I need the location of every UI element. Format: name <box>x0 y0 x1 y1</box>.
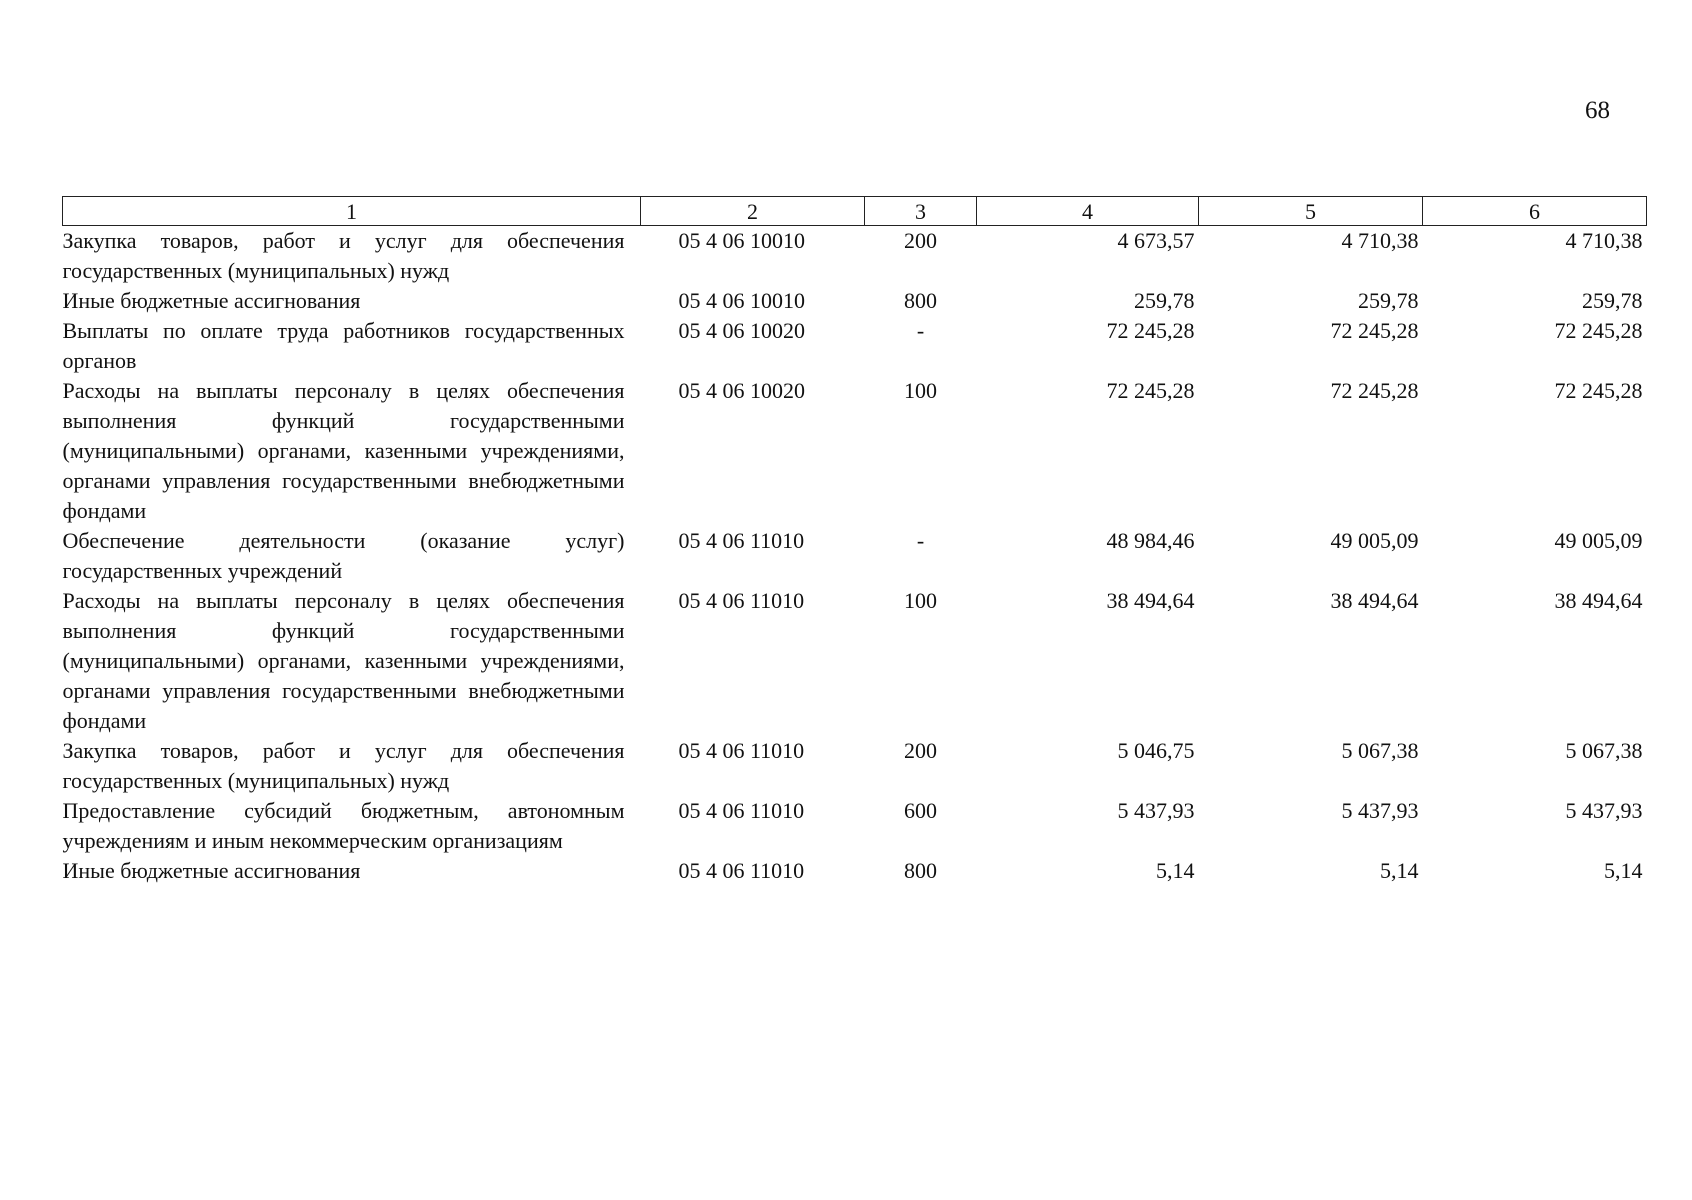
row-name: Выплаты по оплате труда работников государственных органов <box>62 318 625 373</box>
row-value-5: 259,78 <box>1358 288 1419 313</box>
row-code: 05 4 06 11010 <box>678 588 805 613</box>
row-name: Закупка товаров, работ и услуг для обеспечения государственных (муниципальных) нужд <box>62 738 625 793</box>
table-row <box>63 736 1647 796</box>
row-value-4: 48 984,46 <box>1106 528 1195 553</box>
header-col-3: 3 <box>865 197 977 226</box>
table-row <box>63 586 1647 736</box>
page-number: 68 <box>1585 97 1610 124</box>
row-code: 05 4 06 11010 <box>678 798 805 823</box>
row-code: 05 4 06 10010 <box>678 228 805 253</box>
row-value-6: 72 245,28 <box>1554 318 1643 343</box>
row-value-4: 4 673,57 <box>1117 228 1195 253</box>
row-value-6: 259,78 <box>1582 288 1643 313</box>
header-col-6: 6 <box>1423 197 1647 226</box>
row-name: Иные бюджетные ассигнования <box>62 858 361 883</box>
row-type: 800 <box>904 288 937 313</box>
row-type: 100 <box>904 378 937 403</box>
table-row <box>63 316 1647 376</box>
row-value-5: 49 005,09 <box>1330 528 1419 553</box>
row-code: 05 4 06 11010 <box>678 528 805 553</box>
header-col-5: 5 <box>1199 197 1423 226</box>
row-value-4: 5,14 <box>1156 858 1195 883</box>
table-row <box>63 856 1647 886</box>
table-row <box>63 796 1647 856</box>
row-code: 05 4 06 11010 <box>678 738 805 763</box>
row-name: Иные бюджетные ассигнования <box>62 288 361 313</box>
row-value-5: 38 494,64 <box>1330 588 1419 613</box>
row-type: 100 <box>904 588 937 613</box>
row-value-4: 5 437,93 <box>1117 798 1195 823</box>
row-value-6: 49 005,09 <box>1554 528 1643 553</box>
row-value-6: 5,14 <box>1604 858 1643 883</box>
row-name: Расходы на выплаты персоналу в целях обеспечения выполнения функций государственными (муниципальными) органами, казенными учреждениями, органами управления государственными внебюджетными фондами <box>62 588 625 733</box>
row-code: 05 4 06 11010 <box>678 858 805 883</box>
row-value-4: 72 245,28 <box>1106 318 1195 343</box>
row-code: 05 4 06 10010 <box>678 288 805 313</box>
row-code: 05 4 06 10020 <box>678 318 805 343</box>
row-value-6: 5 067,38 <box>1565 738 1643 763</box>
row-value-4: 5 046,75 <box>1117 738 1195 763</box>
table-body <box>63 226 1647 887</box>
row-value-6: 38 494,64 <box>1554 588 1643 613</box>
row-type: 600 <box>904 798 937 823</box>
row-name: Расходы на выплаты персоналу в целях обеспечения выполнения функций государственными (муниципальными) органами, казенными учреждениями, органами управления государственными внебюджетными фондами <box>62 378 625 523</box>
row-type: - <box>916 318 925 343</box>
header-row <box>63 197 1647 226</box>
table-row <box>63 286 1647 316</box>
row-value-6: 4 710,38 <box>1565 228 1643 253</box>
table-row <box>63 226 1647 287</box>
row-value-5: 5 067,38 <box>1341 738 1419 763</box>
row-value-4: 72 245,28 <box>1106 378 1195 403</box>
row-value-4: 259,78 <box>1134 288 1195 313</box>
row-type: 800 <box>904 858 937 883</box>
row-name: Предоставление субсидий бюджетным, автономным учреждениям и иным некоммерческим организациям <box>62 798 625 853</box>
row-value-5: 5 437,93 <box>1341 798 1419 823</box>
row-value-6: 5 437,93 <box>1565 798 1643 823</box>
row-name: Обеспечение деятельности (оказание услуг) государственных учреждений <box>62 528 625 583</box>
row-code: 05 4 06 10020 <box>678 378 805 403</box>
row-value-4: 38 494,64 <box>1106 588 1195 613</box>
row-value-5: 5,14 <box>1380 858 1419 883</box>
row-value-5: 72 245,28 <box>1330 378 1419 403</box>
table-row <box>63 376 1647 526</box>
table-row <box>63 526 1647 586</box>
row-name: Закупка товаров, работ и услуг для обеспечения государственных (муниципальных) нужд <box>62 228 625 283</box>
row-type: 200 <box>904 228 937 253</box>
row-value-5: 72 245,28 <box>1330 318 1419 343</box>
header-col-1: 1 <box>63 197 641 226</box>
table-header <box>63 197 1647 226</box>
row-value-5: 4 710,38 <box>1341 228 1419 253</box>
header-col-4: 4 <box>977 197 1199 226</box>
header-col-2: 2 <box>641 197 865 226</box>
budget-table <box>62 196 1647 886</box>
row-value-6: 72 245,28 <box>1554 378 1643 403</box>
row-type: - <box>916 528 925 553</box>
row-type: 200 <box>904 738 937 763</box>
